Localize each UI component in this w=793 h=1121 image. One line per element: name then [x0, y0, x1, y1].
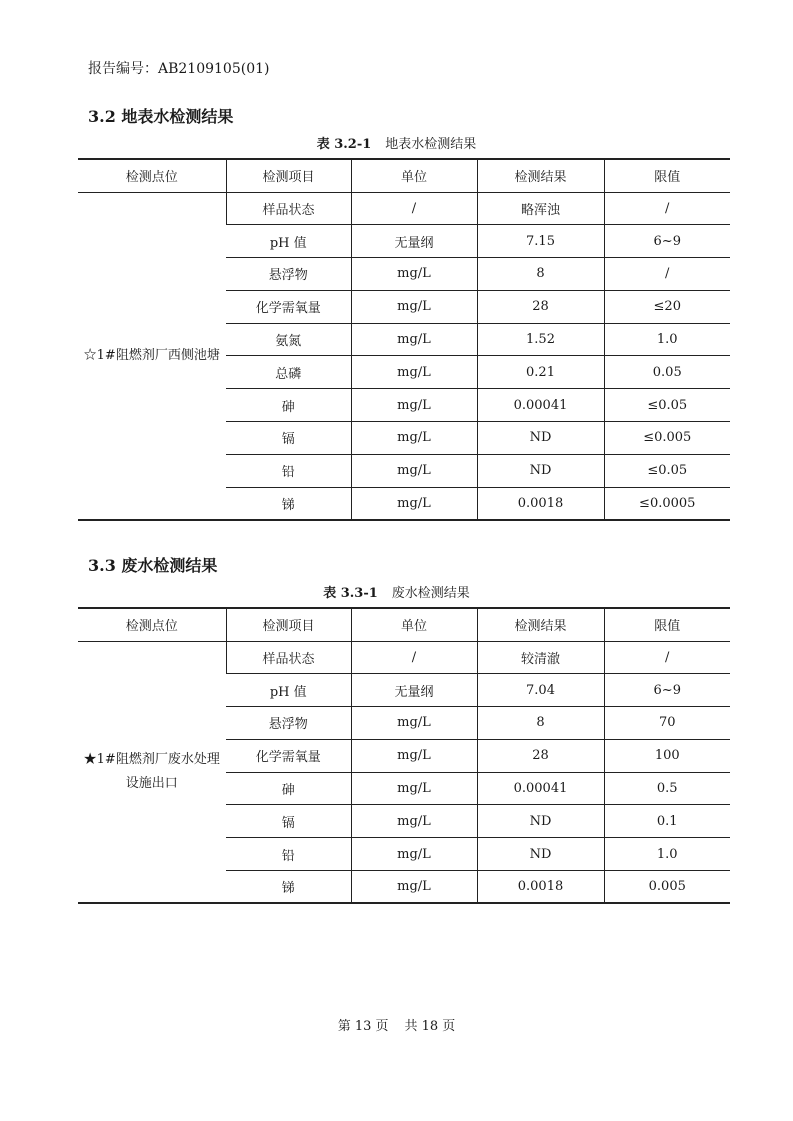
- caption-text: 废水检测结果: [391, 586, 470, 601]
- cell-item: 悬浮物: [226, 258, 351, 291]
- cell-item: pH 值: [226, 225, 351, 258]
- table-caption-surface-water: [0, 133, 793, 152]
- column-header: 检测项目: [226, 608, 351, 641]
- cell-limit: ≤0.0005: [604, 487, 730, 520]
- cell-unit: mg/L: [351, 389, 477, 422]
- cell-limit: ≤0.05: [604, 389, 730, 422]
- cell-item: 镉: [226, 805, 351, 838]
- section-title-wastewater: 3.3 废水检测结果: [88, 556, 218, 575]
- cell-unit: mg/L: [351, 838, 477, 871]
- column-header: 检测结果: [477, 608, 604, 641]
- cell-item: 锑: [226, 487, 351, 520]
- cell-limit: 70: [604, 707, 730, 740]
- cell-item: 悬浮物: [226, 707, 351, 740]
- cell-limit: 0.005: [604, 871, 730, 904]
- cell-result: 0.00041: [477, 389, 604, 422]
- cell-item: 铅: [226, 838, 351, 871]
- cell-unit: mg/L: [351, 707, 477, 740]
- cell-result: 7.04: [477, 674, 604, 707]
- cell-unit: mg/L: [351, 772, 477, 805]
- cell-limit: 1.0: [604, 838, 730, 871]
- cell-result: 0.0018: [477, 487, 604, 520]
- table-row: [78, 641, 730, 674]
- cell-item: 样品状态: [226, 641, 351, 674]
- cell-result: 略浑浊: [477, 192, 604, 225]
- cell-unit: mg/L: [351, 422, 477, 455]
- cell-unit: mg/L: [351, 323, 477, 356]
- column-header: 检测点位: [78, 159, 226, 192]
- cell-result: 0.21: [477, 356, 604, 389]
- cell-item: 化学需氧量: [226, 290, 351, 323]
- cell-unit: /: [351, 641, 477, 674]
- monitoring-site: ★1#阻燃剂厂废水处理设施出口: [78, 641, 226, 903]
- cell-item: 铅: [226, 454, 351, 487]
- section-title-surface-water: 3.2 地表水检测结果: [88, 107, 234, 126]
- cell-limit: 0.5: [604, 772, 730, 805]
- cell-result: ND: [477, 422, 604, 455]
- cell-limit: /: [604, 192, 730, 225]
- cell-unit: /: [351, 192, 477, 225]
- report-number: 报告编号：AB2109105(01): [88, 61, 270, 77]
- cell-result: 1.52: [477, 323, 604, 356]
- cell-unit: mg/L: [351, 871, 477, 904]
- cell-unit: mg/L: [351, 258, 477, 291]
- column-header: 检测项目: [226, 159, 351, 192]
- cell-result: 0.00041: [477, 772, 604, 805]
- monitoring-site: ☆1#阻燃剂厂西侧池塘: [78, 192, 226, 520]
- cell-result: 8: [477, 707, 604, 740]
- page-number: 第 13 页: [337, 1019, 389, 1034]
- cell-result: 较清澈: [477, 641, 604, 674]
- cell-item: 氨氮: [226, 323, 351, 356]
- cell-item: 镉: [226, 422, 351, 455]
- cell-limit: ≤20: [604, 290, 730, 323]
- cell-result: 8: [477, 258, 604, 291]
- cell-result: ND: [477, 805, 604, 838]
- cell-limit: 6~9: [604, 225, 730, 258]
- table-header-row: [78, 159, 730, 192]
- table-header-row: [78, 608, 730, 641]
- cell-unit: 无量纲: [351, 674, 477, 707]
- cell-item: 砷: [226, 389, 351, 422]
- cell-result: ND: [477, 838, 604, 871]
- cell-item: 总磷: [226, 356, 351, 389]
- column-header: 检测结果: [477, 159, 604, 192]
- cell-item: 砷: [226, 772, 351, 805]
- cell-result: ND: [477, 454, 604, 487]
- cell-limit: 100: [604, 739, 730, 772]
- cell-limit: /: [604, 258, 730, 291]
- column-header: 单位: [351, 608, 477, 641]
- wastewater-table: [78, 607, 730, 904]
- cell-limit: 0.05: [604, 356, 730, 389]
- caption-text: 地表水检测结果: [385, 137, 477, 152]
- cell-unit: mg/L: [351, 356, 477, 389]
- cell-result: 0.0018: [477, 871, 604, 904]
- cell-limit: 6~9: [604, 674, 730, 707]
- cell-limit: /: [604, 641, 730, 674]
- page-footer: [0, 1015, 793, 1034]
- column-header: 限值: [604, 608, 730, 641]
- cell-limit: 0.1: [604, 805, 730, 838]
- caption-number: 表 3.3-1: [323, 586, 378, 601]
- cell-unit: mg/L: [351, 290, 477, 323]
- cell-unit: mg/L: [351, 739, 477, 772]
- table-caption-wastewater: [0, 582, 793, 601]
- cell-limit: ≤0.05: [604, 454, 730, 487]
- cell-item: 样品状态: [226, 192, 351, 225]
- column-header: 单位: [351, 159, 477, 192]
- column-header: 限值: [604, 159, 730, 192]
- cell-item: pH 值: [226, 674, 351, 707]
- cell-unit: mg/L: [351, 487, 477, 520]
- cell-result: 28: [477, 290, 604, 323]
- cell-result: 28: [477, 739, 604, 772]
- caption-number: 表 3.2-1: [316, 137, 372, 152]
- cell-unit: mg/L: [351, 805, 477, 838]
- cell-item: 锑: [226, 871, 351, 904]
- cell-limit: 1.0: [604, 323, 730, 356]
- cell-result: 7.15: [477, 225, 604, 258]
- page-total: 共 18 页: [404, 1019, 456, 1034]
- cell-limit: ≤0.005: [604, 422, 730, 455]
- cell-unit: mg/L: [351, 454, 477, 487]
- surface-water-table: [78, 158, 730, 521]
- column-header: 检测点位: [78, 608, 226, 641]
- cell-unit: 无量纲: [351, 225, 477, 258]
- table-row: [78, 192, 730, 225]
- cell-item: 化学需氧量: [226, 739, 351, 772]
